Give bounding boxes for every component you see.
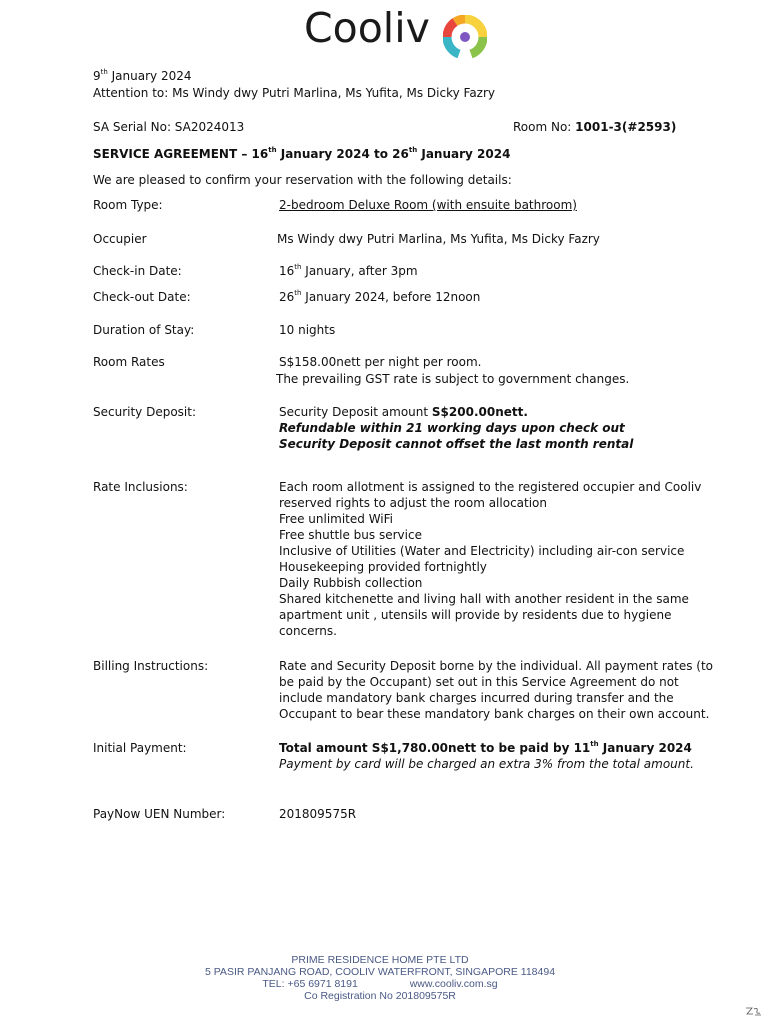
- billing-line: Occupant to bear these mandatory bank charges on their own account.: [279, 707, 710, 721]
- room-rates-label: Room Rates: [93, 355, 165, 369]
- billing-line: Rate and Security Deposit borne by the individual. All payment rates (to: [279, 659, 714, 673]
- card-surcharge-note: Payment by card will be charged an extra 3% from the total amount.: [279, 757, 694, 771]
- list-item: Free unlimited WiFi: [279, 512, 393, 526]
- cooliv-colour-ring-icon: [443, 15, 487, 59]
- security-deposit-label: Security Deposit:: [93, 405, 197, 419]
- footer-contact: [190, 978, 570, 990]
- checkout-value: 26th January 2024, before 12noon: [279, 289, 481, 304]
- billing-line: be paid by the Occupant) set out in this Service Agreement do not: [279, 675, 679, 689]
- room-rates-line-1: S$158.00nett per night per room.: [279, 355, 482, 369]
- duration-value: 10 nights: [279, 323, 336, 337]
- footer-registration: Co Registration No 201809575R: [304, 990, 456, 1002]
- initial-payment-total: Total amount S$1,780.00nett to be paid by 11th January 2024: [279, 740, 692, 755]
- list-item: apartment unit , utensils will provide by residents due to hygiene: [279, 608, 672, 622]
- list-item: Each room allotment is assigned to the registered occupier and Cooliv: [279, 480, 702, 494]
- security-deposit-amount: Security Deposit amount S$200.00nett.: [279, 405, 528, 419]
- rate-inclusions-label: Rate Inclusions:: [93, 480, 188, 494]
- paynow-uen-value: 201809575R: [279, 807, 357, 821]
- room-rates-line-2: The prevailing GST rate is subject to government changes.: [276, 372, 630, 386]
- billing-instructions-label: Billing Instructions:: [93, 659, 209, 673]
- footer-company: PRIME RESIDENCE HOME PTE LTD: [291, 954, 469, 966]
- footer-tel: TEL: +65 6971 8191: [262, 978, 358, 990]
- checkout-label: Check-out Date:: [93, 290, 191, 304]
- security-deposit-offset-note: Security Deposit cannot offset the last month rental: [279, 437, 634, 451]
- occupier-value: Ms Windy dwy Putri Marlina, Ms Yufita, Ms Dicky Fazry: [277, 232, 600, 246]
- room-type-value: 2-bedroom Deluxe Room (with ensuite bathroom): [279, 198, 577, 212]
- brand-name: Cooliv: [304, 4, 430, 52]
- billing-instructions-text: [279, 658, 713, 722]
- checkin-value: 16th January, after 3pm: [279, 263, 418, 278]
- intro-text: We are pleased to confirm your reservation with the following details:: [93, 173, 512, 187]
- letter-date: 9th January 2024: [93, 68, 192, 83]
- list-item: concerns.: [279, 624, 337, 638]
- list-item: Daily Rubbish collection: [279, 576, 423, 590]
- rate-inclusions-list: [279, 479, 701, 639]
- list-item: Inclusive of Utilities (Water and Electricity) including air-con service: [279, 544, 685, 558]
- footer-address: 5 PASIR PANJANG ROAD, COOLIV WATERFRONT, SINGAPORE 118494: [204, 966, 556, 978]
- list-item: Free shuttle bus service: [279, 528, 422, 542]
- security-deposit-refund-note: Refundable within 21 working days upon check out: [279, 421, 625, 435]
- occupier-label: Occupier: [93, 232, 147, 246]
- agreement-title: SERVICE AGREEMENT – 16th January 2024 to 26th January 2024: [93, 146, 511, 161]
- duration-label: Duration of Stay:: [93, 323, 195, 337]
- checkin-label: Check-in Date:: [93, 264, 182, 278]
- list-item: reserved rights to adjust the room allocation: [279, 496, 548, 510]
- billing-line: include mandatory bank charges incurred during transfer and the: [279, 691, 674, 705]
- initial-payment-label: Initial Payment:: [93, 741, 187, 755]
- attention-line: Attention to: Ms Windy dwy Putri Marlina, Ms Yufita, Ms Dicky Fazry: [93, 86, 495, 100]
- paynow-uen-label: PayNow UEN Number:: [93, 807, 226, 821]
- footer-website[interactable]: www.cooliv.com.sg: [409, 978, 498, 990]
- list-item: Shared kitchenette and living hall with another resident in the same: [279, 592, 689, 606]
- list-item: Housekeeping provided fortnightly: [279, 560, 487, 574]
- cooliv-logo: [304, 4, 494, 56]
- handwritten-initials-icon: [744, 1005, 762, 1017]
- room-number: Room No: 1001-3(#2593): [513, 120, 677, 134]
- sa-serial-number: SA Serial No: SA2024013: [93, 120, 245, 134]
- room-type-label: Room Type:: [93, 198, 163, 212]
